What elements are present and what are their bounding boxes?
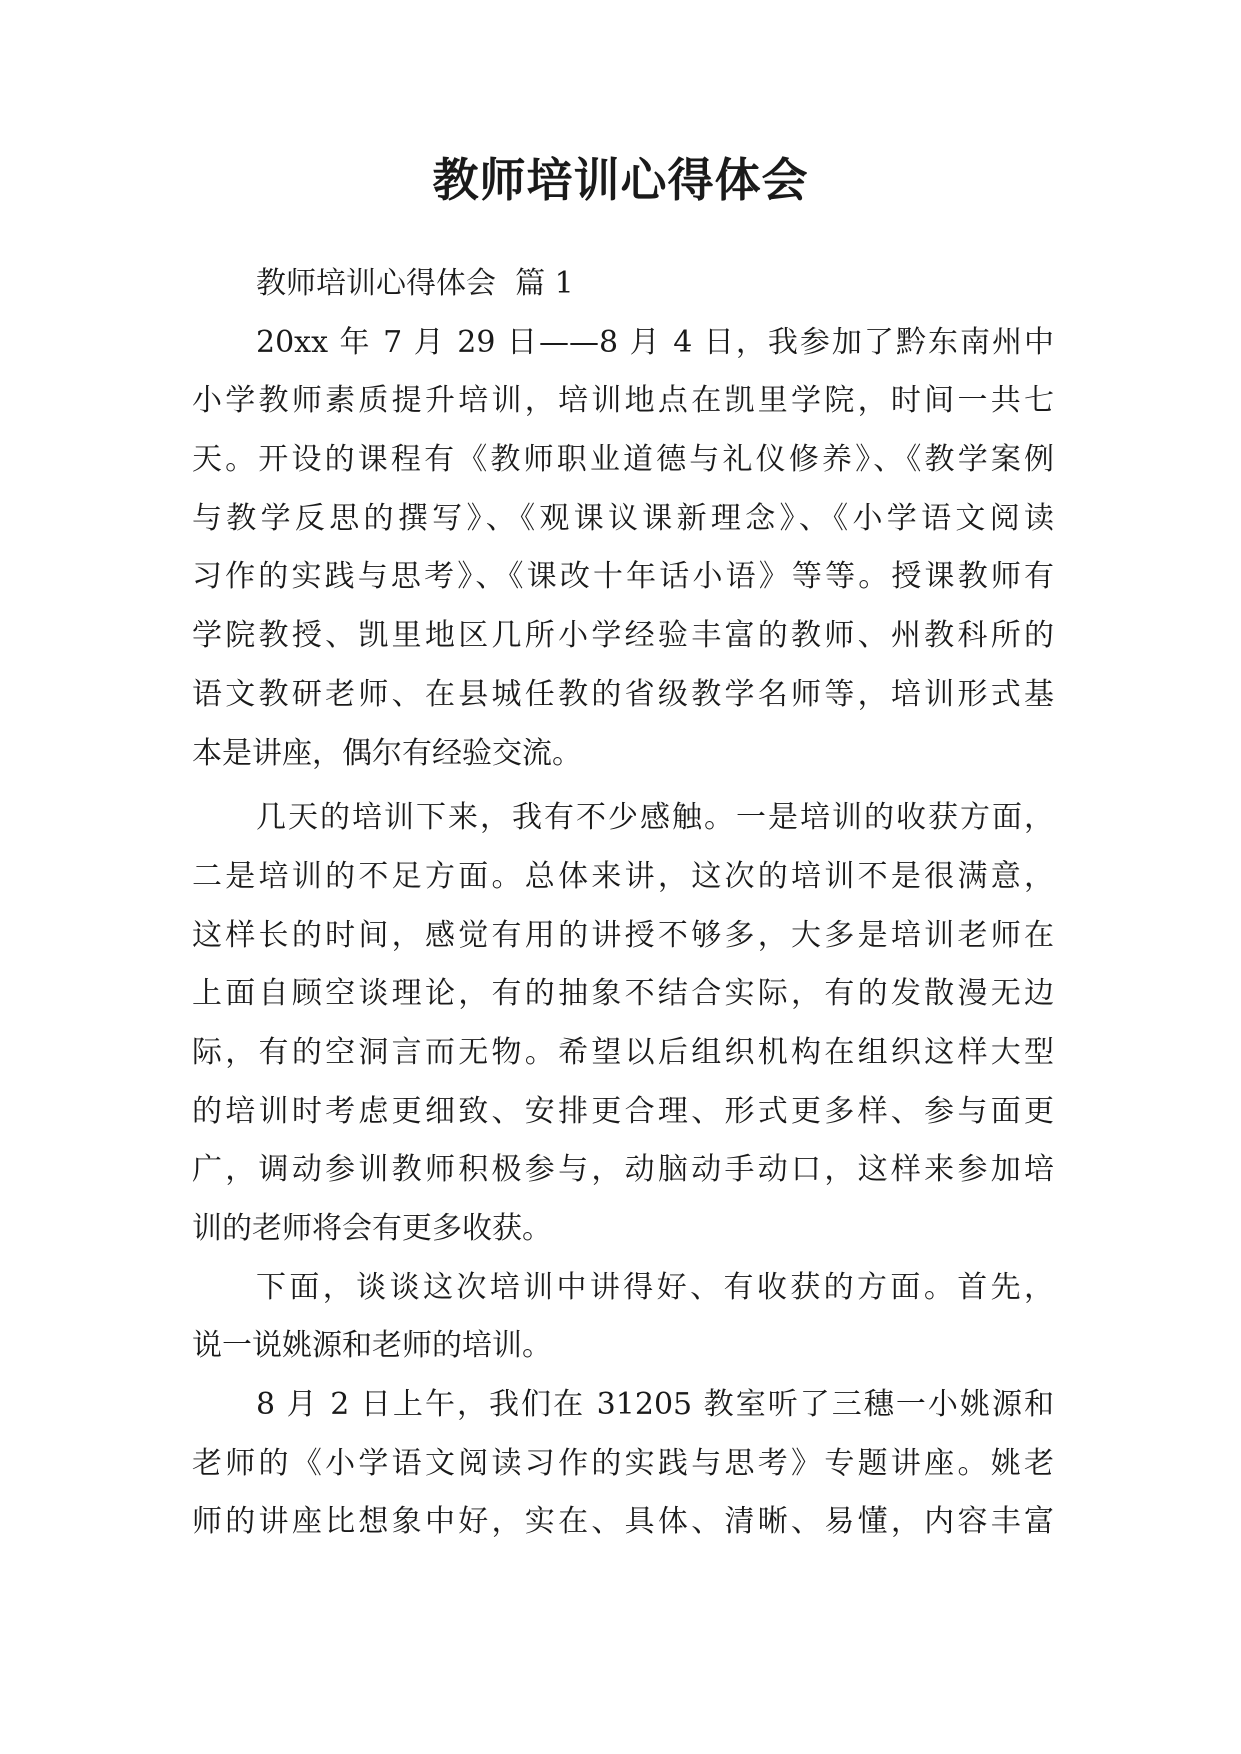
document-title: 教师培训心得体会 bbox=[432, 153, 809, 207]
paragraph-line: 习作的实践与思考》、《课改十年话小语》等等。授课教师有 bbox=[192, 559, 1054, 595]
paragraph-line: 8 月 2 日上午，我们在 31205 教室听了三穗一小姚源和 bbox=[256, 1387, 1054, 1423]
paragraph-line: 二是培训的不足方面。总体来讲，这次的培训不是很满意， bbox=[192, 858, 1054, 894]
paragraph-line: 广，调动参训教师积极参与，动脑动手动口，这样来参加培 bbox=[192, 1152, 1054, 1188]
paragraph-4 bbox=[192, 1376, 1054, 1552]
paragraph-line: 学院教授、凯里地区几所小学经验丰富的教师、州教科所的 bbox=[192, 618, 1054, 654]
paragraph-1 bbox=[192, 314, 1054, 784]
paragraph-line: 师的讲座比想象中好，实在、具体、清晰、易懂，内容丰富 bbox=[192, 1504, 1054, 1540]
paragraph-line: 训的老师将会有更多收获。 bbox=[192, 1211, 552, 1246]
section-heading: 教师培训心得体会 篇 1 bbox=[256, 266, 574, 301]
paragraph-line: 下面，谈谈这次培训中讲得好、有收获的方面。首先， bbox=[256, 1269, 1054, 1305]
paragraph-line: 的培训时考虑更细致、安排更合理、形式更多样、参与面更 bbox=[192, 1093, 1054, 1129]
document-body bbox=[192, 255, 1054, 1552]
paragraph-line: 与教学反思的撰写》、《观课议课新理念》、《小学语文阅读 bbox=[192, 500, 1054, 536]
paragraph-line: 说一说姚源和老师的培训。 bbox=[192, 1328, 552, 1364]
paragraph-line: 上面自顾空谈理论，有的抽象不结合实际，有的发散漫无边 bbox=[192, 976, 1054, 1012]
paragraph-line: 小学教师素质提升培训，培训地点在凯里学院，时间一共七 bbox=[192, 383, 1054, 419]
paragraph-2 bbox=[192, 789, 1054, 1259]
paragraph-3 bbox=[192, 1259, 1054, 1376]
paragraph-line: 本是讲座，偶尔有经验交流。 bbox=[192, 735, 582, 771]
paragraph-line: 际，有的空洞言而无物。希望以后组织机构在组织这样大型 bbox=[192, 1034, 1054, 1070]
paragraph-line: 语文教研老师、在县城任教的省级教学名师等，培训形式基 bbox=[192, 676, 1054, 712]
paragraph-line: 老师的《小学语文阅读习作的实践与思考》专题讲座。姚老 bbox=[192, 1445, 1054, 1481]
paragraph-line: 20xx 年 7 月 29 日——8 月 4 日，我参加了黔东南州中 bbox=[256, 324, 1054, 360]
paragraph-line: 这样长的时间，感觉有用的讲授不够多，大多是培训老师在 bbox=[192, 917, 1054, 953]
paragraph-line: 天。开设的课程有《教师职业道德与礼仪修养》、《教学案例 bbox=[192, 442, 1054, 478]
paragraph-line: 几天的培训下来，我有不少感触。一是培训的收获方面， bbox=[256, 800, 1054, 836]
